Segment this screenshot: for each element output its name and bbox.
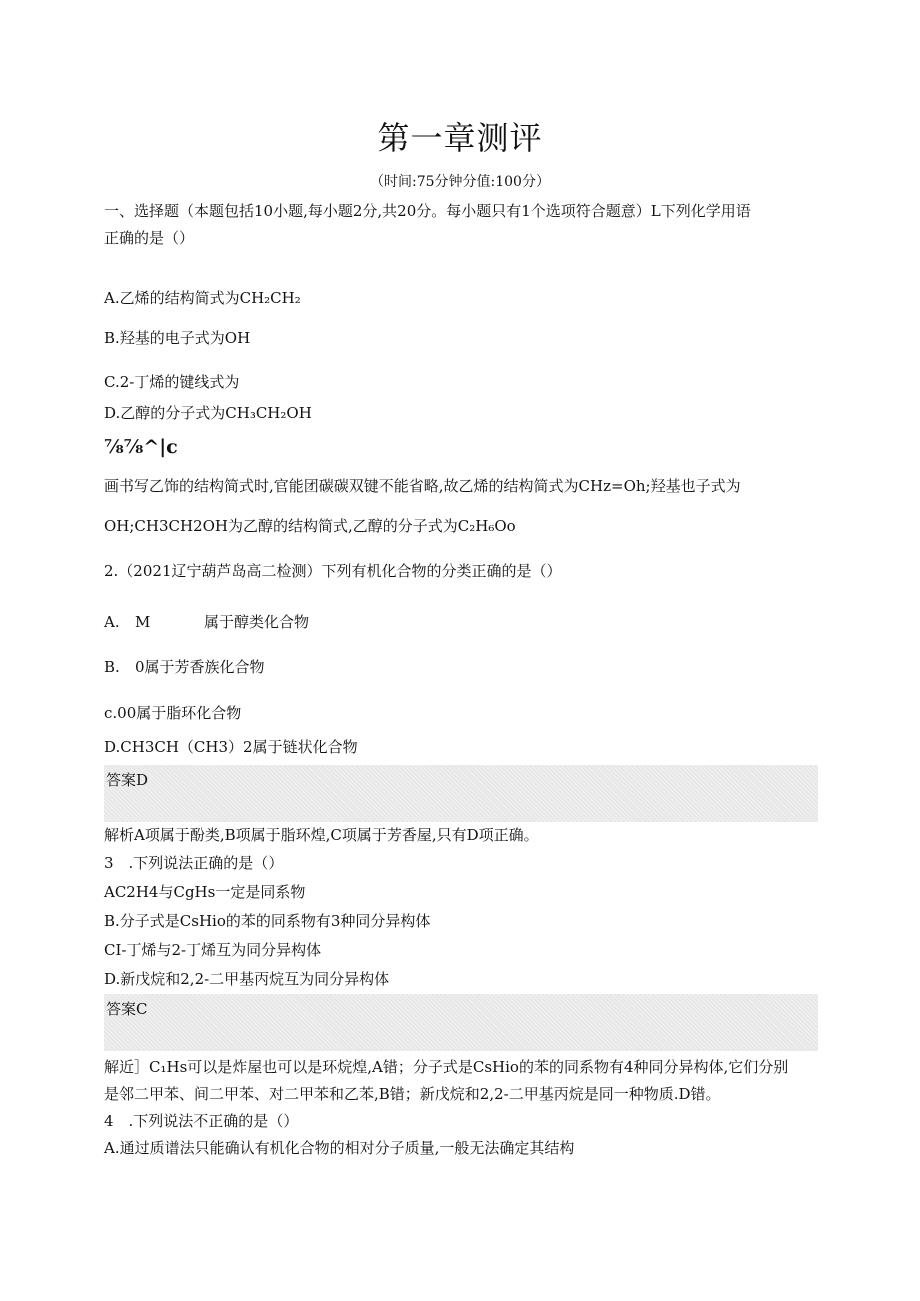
q1-option-c: C.2-丁烯的键线式为 <box>104 373 240 391</box>
q4-stem: 4 .下列说法不正确的是（） <box>104 1112 299 1130</box>
q1-analysis-line2: OH;CH3CH2OH为乙醇的结构简式,乙醇的分子式为C₂H₆Oo <box>104 517 516 535</box>
q3-analysis-line1: 解近］C₁Hs可以是炸屋也可以是环烷煌,A错；分子式是CsHio的苯的同系物有4种同分异构体,它们分别 <box>104 1058 789 1076</box>
q1-answer: ⅞⅞^|c <box>104 436 178 458</box>
q1-option-d: D.乙醇的分子式为CH₃CH₂OH <box>104 404 312 422</box>
q1-option-a: A.乙烯的结构简式为CH₂CH₂ <box>104 289 301 307</box>
q3-answer: 答案C <box>106 1000 148 1018</box>
q2-analysis: 解析A项属于酚类,B项属于脂环煌,C项属于芳香屋,只有D项正确。 <box>104 826 539 844</box>
q2-option-c: c.00属于脂环化合物 <box>104 704 242 722</box>
exam-info: （时间:75分钟分值:100分） <box>370 174 550 190</box>
q3-answer-box <box>104 994 818 1051</box>
q4-option-a: A.通过质谱法只能确认有机化合物的相对分子质量,一般无法确定其结构 <box>104 1139 575 1157</box>
q3-option-a: AC2H4与CgHs一定是同系物 <box>104 883 306 901</box>
q1-option-b: B.羟基的电子式为OH <box>104 329 251 347</box>
q3-option-c: CI-丁烯与2-丁烯互为同分异构体 <box>104 941 322 959</box>
q2-answer: 答案D <box>106 771 149 789</box>
q2-option-d: D.CH3CH（CH3）2属于链状化合物 <box>104 738 358 756</box>
q3-stem: 3 .下列说法正确的是（） <box>104 854 284 872</box>
q3-analysis-line2: 是邻二甲苯、间二甲苯、对二甲苯和乙苯,B错；新戊烷和2,2-二甲基丙烷是同一种物质.D错。 <box>104 1085 721 1103</box>
q1-analysis-line1: 画书写乙饰的结构简式时,官能团碳碳双键不能省略,故乙烯的结构简式为CHz=Oh;羟基也子式为 <box>104 477 741 495</box>
section-header: 一、选择题（本题包括10小题,每小题2分,共20分。每小题只有1个选项符合题意）L下列化学用语 <box>104 202 751 220</box>
q1-stem: 正确的是（） <box>104 229 195 247</box>
q2-stem: 2.（2021辽宁葫芦岛高二检测）下列有机化合物的分类正确的是（） <box>104 562 562 580</box>
q2-answer-box <box>104 765 818 822</box>
q2-option-a-letter: A. <box>104 613 120 631</box>
q2-option-a-text: 属于醇类化合物 <box>204 613 310 631</box>
q2-option-b-text: 0属于芳香族化合物 <box>135 658 265 676</box>
page-title: 第一章测评 <box>377 119 543 157</box>
q3-option-d: D.新戊烷和2,2-二甲基丙烷互为同分异构体 <box>104 970 390 988</box>
q3-option-b: B.分子式是CsHio的苯的同系物有3种同分异构体 <box>104 912 431 930</box>
q2-option-a-formula: M <box>135 613 151 631</box>
q2-option-b-letter: B. <box>104 658 120 676</box>
